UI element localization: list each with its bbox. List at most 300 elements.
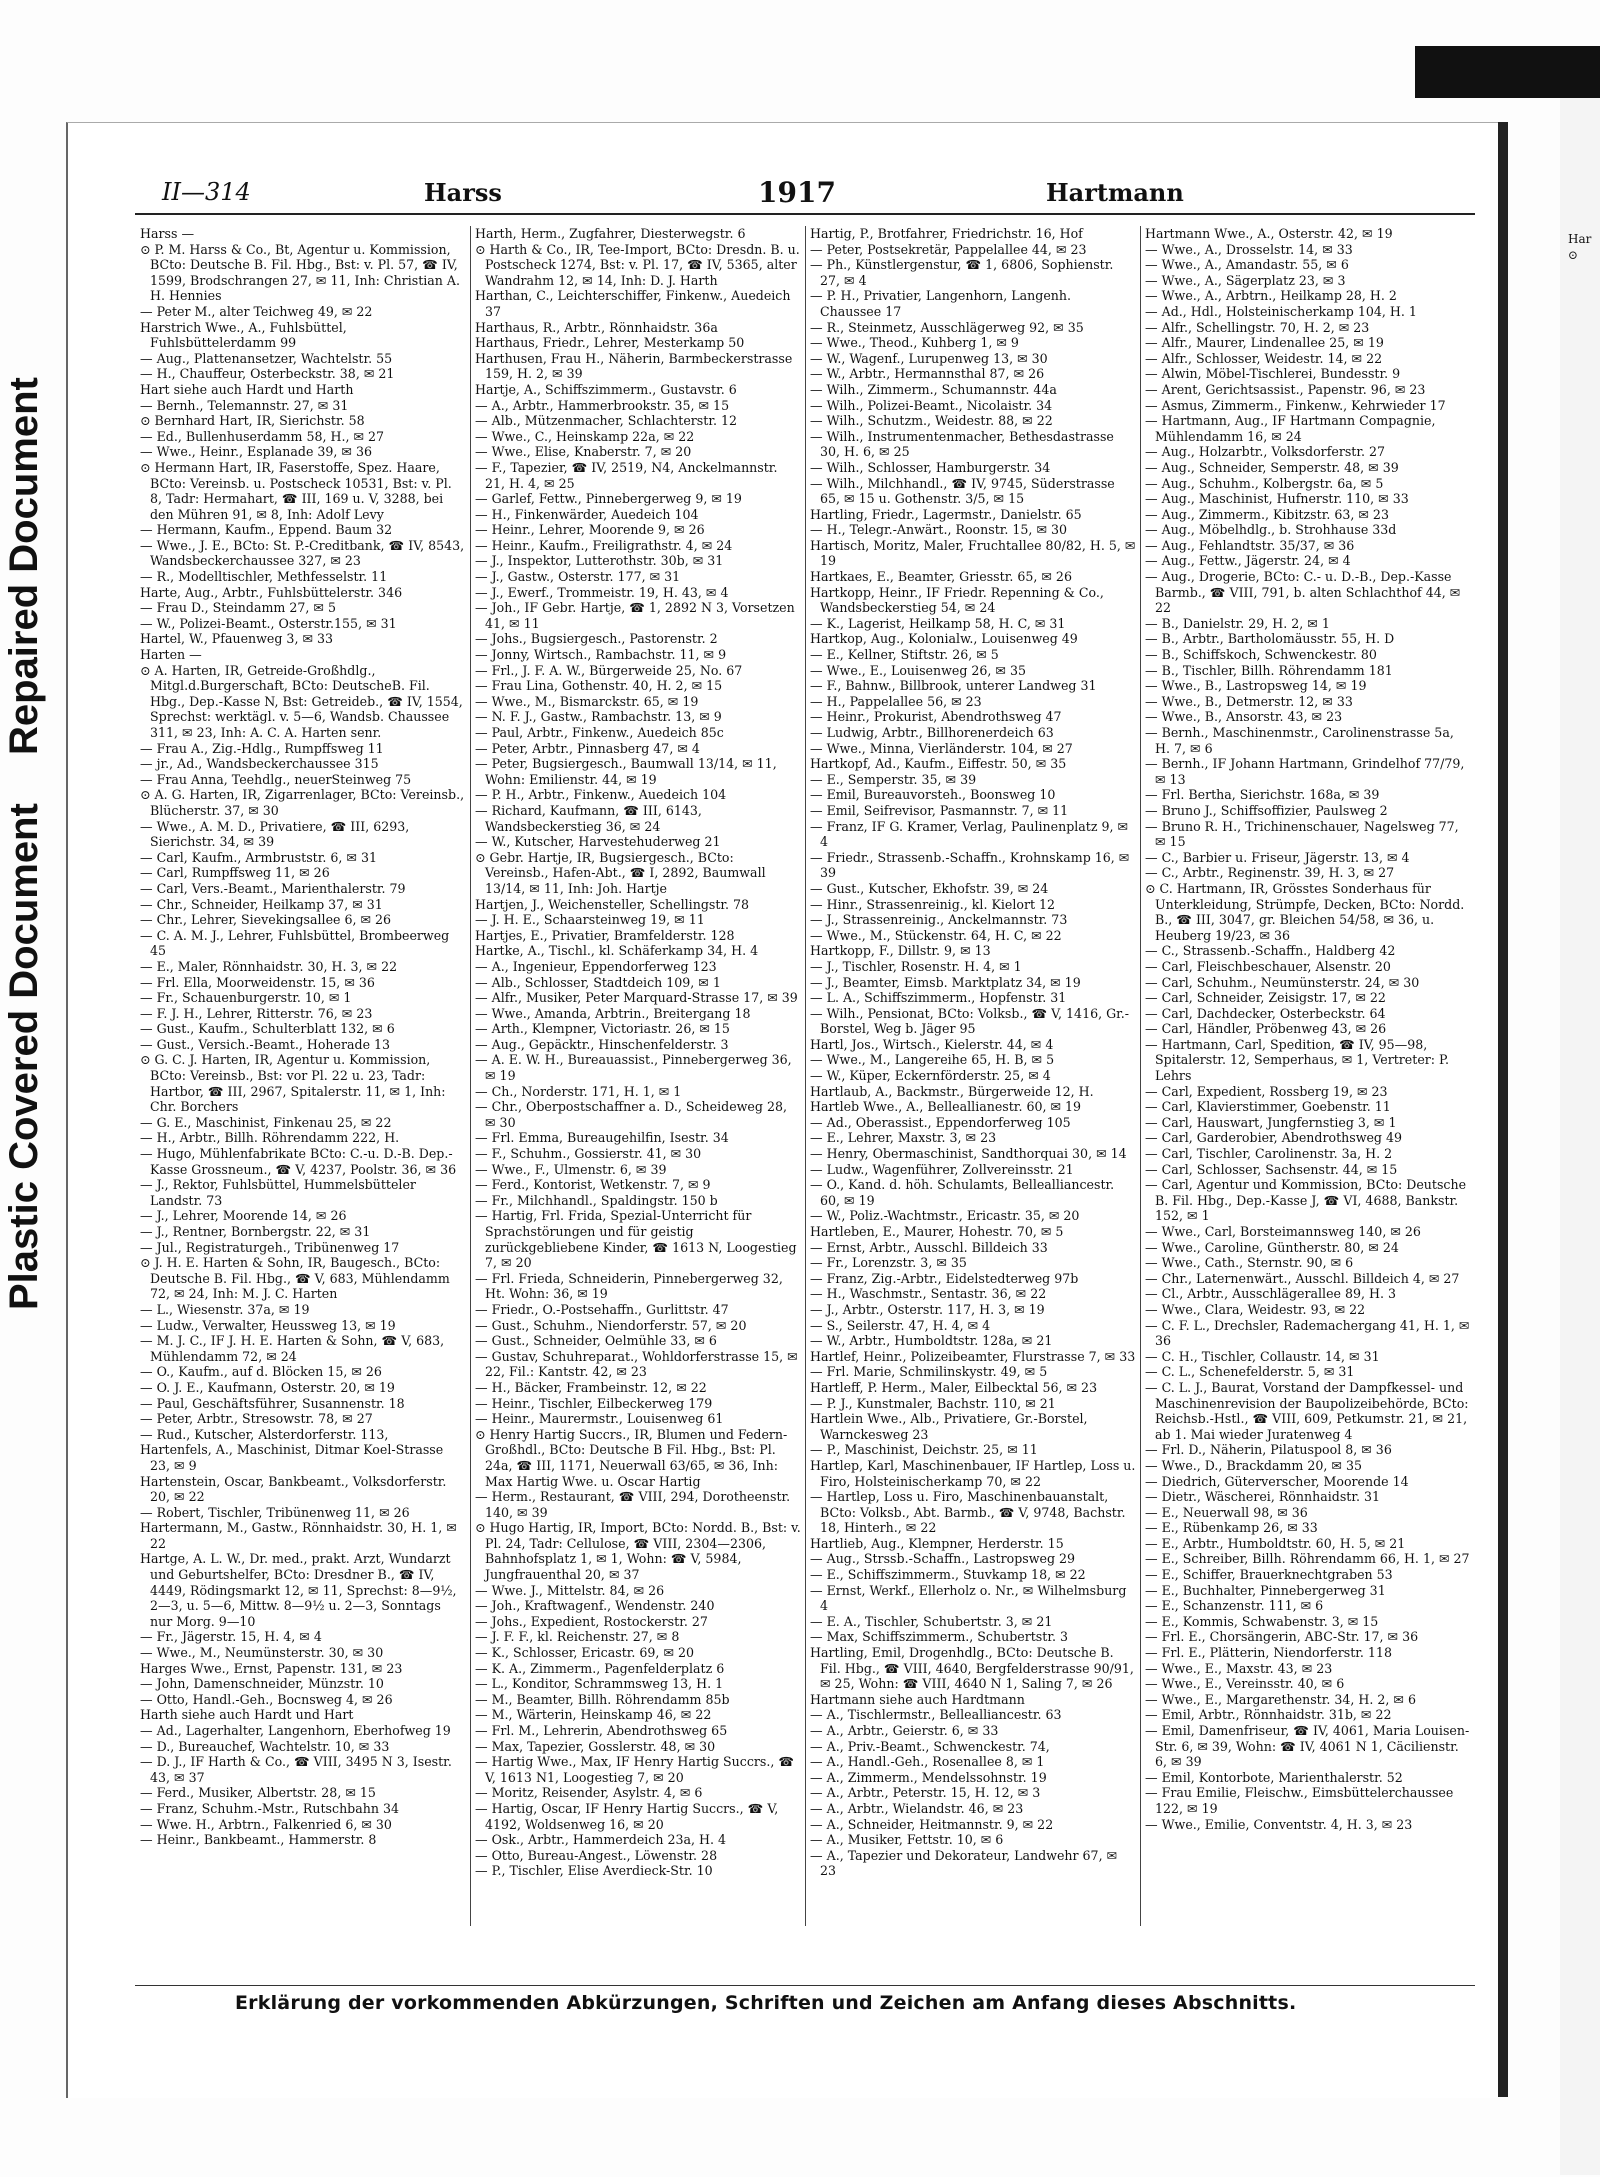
directory-entry: — Aug., Fehlandtstr. 35/37, ✉ 36 [1145, 537, 1355, 553]
directory-entry: — Carl, Schlosser, Sachsenstr. 44, ✉ 15 [1145, 1161, 1398, 1177]
directory-entry: — Hartlep, Loss u. Firo, Maschinenbauanstalt, BCto: Volksb., Abt. Barmb., ☎ V, 9748, Bachstr. 18, Hinterh., ✉ 22 [810, 1489, 1126, 1536]
directory-entry: — Frl., J. F. A. W., Bürgerweide 25, No. 67 [475, 662, 743, 678]
directory-entry: — Heinr., Bankbeamt., Hammerstr. 8 [140, 1832, 377, 1848]
directory-entry: — Frl. Marie, Schmilinskystr. 49, ✉ 5 [810, 1364, 1048, 1380]
directory-entry: — Ferd., Kontorist, Wetkenstr. 7, ✉ 9 [475, 1177, 711, 1193]
directory-entry: — K. A., Zimmerm., Pagenfelderplatz 6 [475, 1660, 725, 1676]
directory-entry: — H., Arbtr., Billh. Röhrendamm 222, H. [140, 1130, 400, 1146]
directory-entry: — Wwe., M., Bismarckstr. 65, ✉ 19 [475, 693, 699, 709]
directory-entry: — C. H., Tischler, Collaustr. 14, ✉ 31 [1145, 1348, 1380, 1364]
directory-entry: — J., Rentner, Bornbergstr. 22, ✉ 31 [140, 1224, 371, 1239]
directory-entry: — Aug., Gepäcktr., Hinschenfelderstr. 3 [475, 1036, 729, 1052]
directory-entry: — J., Strassenreinig., Anckelmannstr. 73 [810, 912, 1068, 928]
directory-entry: — A., Zimmerm., Mendelssohnstr. 19 [810, 1769, 1047, 1785]
directory-entry: — Emil, Bureauvorsteh., Boonsweg 10 [810, 787, 1056, 803]
directory-entry: Hartge, A. L. W., Dr. med., prakt. Arzt, Wundarzt und Geburtshelfer, BCto: Dresdner B., ☎ IV, 4449, Rödingsmarkt 12, ✉ 11, Sprechst: 8—9½, 2—3, u. 5—6, Mittw. 8—9½ u. 2—3, Sonntags nur Morg. 9—10 [140, 1551, 457, 1629]
directory-entry: — Wwe., E., Margarethenstr. 34, H. 2, ✉ 6 [1145, 1691, 1416, 1707]
directory-entry: Harthusen, Frau H., Näherin, Barmbeckerstrasse 159, H. 2, ✉ 39 [475, 350, 793, 382]
directory-entry: — E., Neuerwall 98, ✉ 36 [1145, 1504, 1308, 1520]
directory-entry: — Wwe., Cath., Sternstr. 90, ✉ 6 [1145, 1255, 1354, 1271]
directory-entry: — Frl. M., Lehrerin, Abendrothsweg 65 [475, 1723, 728, 1738]
directory-entry: — Aug., Möbelhdlg., b. Strohhause 33d [1145, 522, 1397, 538]
directory-entry: — Fr., Milchhandl., Spaldingstr. 150 b [475, 1192, 718, 1208]
directory-entry: — Carl, Agentur und Kommission, BCto: Deutsche B. Fil. Hbg., Dep.-Kasse J, ☎ VI, 4688, Bankstr. 152, ✉ 1 [1145, 1177, 1467, 1224]
directory-entry: ⊙ Henry Hartig Succrs., IR, Blumen und Federn-Großhdl., BCto: Deutsche B Fil. Hbg., Bst: Pl. 24a, ☎ III, 1171, Neuerwall 63/65, ✉ 36, Inh: Max Hartig Wwe. u. Oscar Hartig [475, 1426, 788, 1489]
directory-entry: Hart siehe auch Hardt und Harth [140, 381, 354, 397]
directory-entry: — J. F. F., kl. Reichenstr. 27, ✉ 8 [475, 1629, 680, 1645]
directory-entry: — Heinr., Lehrer, Moorende 9, ✉ 26 [475, 522, 705, 538]
directory-entry: Hartjes, E., Privatier, Bramfelderstr. 128 [475, 927, 735, 943]
directory-entry: — A., Priv.-Beamt., Schwenckestr. 74, [810, 1738, 1050, 1754]
directory-entry: ⊙ P. M. Harss & Co., Bt, Agentur u. Kommission, BCto: Deutsche B. Fil. Hbg., Bst: v. Pl. 57, ☎ IV, 1599, Brodschrangen 27, ✉ 11, Inh: Christian A. H. Hennies [140, 241, 460, 304]
directory-entry: Hartling, Friedr., Lagermstr., Danielstr. 65 [810, 506, 1082, 522]
header-first-name: Harss [424, 178, 502, 207]
directory-entry: — Henry, Obermaschinist, Sandthorquai 30, ✉ 14 [810, 1146, 1127, 1162]
directory-entry: — C., Barbier u. Friseur, Jägerstr. 13, ✉ 4 [1145, 849, 1410, 865]
directory-entry: — N. F. J., Gastw., Rambachstr. 13, ✉ 9 [475, 709, 722, 725]
directory-entry: — Wwe., Theod., Kuhberg 1, ✉ 9 [810, 335, 1019, 351]
directory-entry: — Robert, Tischler, Tribünenweg 11, ✉ 26 [140, 1504, 410, 1520]
directory-entry: — A., Arbtr., Wielandstr. 46, ✉ 23 [810, 1800, 1024, 1816]
directory-entry: Harthaus, Friedr., Lehrer, Mesterkamp 50 [475, 335, 745, 351]
directory-entry: — Ludw., Verwalter, Heussweg 13, ✉ 19 [140, 1317, 396, 1333]
directory-entry: — J., Beamter, Eimsb. Marktplatz 34, ✉ 19 [810, 974, 1081, 990]
directory-entry: — Aug., Drogerie, BCto: C.- u. D.-B., Dep.-Kasse Barmb., ☎ VIII, 791, b. alten Schlachthof 44, ✉ 22 [1145, 569, 1461, 616]
directory-entry: — Wwe., A., Drosselstr. 14, ✉ 33 [1145, 241, 1353, 257]
side-label-repaired: Repaired Document [2, 377, 46, 755]
directory-entry: ⊙ Bernhard Hart, IR, Sierichstr. 58 [140, 413, 365, 429]
directory-entry: — Chr., Lehrer, Sievekingsallee 6, ✉ 26 [140, 912, 392, 928]
directory-entry: — Hugo, Mühlenfabrikate BCto: C.-u. D.-B. Dep.-Kasse Grossneum., ☎ V, 4237, Poolstr. 36, ✉ 36 [140, 1146, 457, 1177]
directory-entry: ⊙ A. G. Harten, IR, Zigarrenlager, BCto: Vereinsb., Blücherstr. 37, ✉ 30 [140, 787, 465, 818]
directory-entry: Hartleben, E., Maurer, Hohestr. 70, ✉ 5 [810, 1224, 1064, 1239]
directory-entry: — Wwe., Carl, Borsteimannsweg 140, ✉ 26 [1145, 1224, 1421, 1239]
footer-rule [135, 1985, 1475, 1986]
directory-entry: ⊙ Hugo Hartig, IR, Import, BCto: Nordd. B., Bst: v. Pl. 24, Tadr: Cellulose, ☎ VIII, 2304—2306, Bahnhofsplatz 1, ✉ 1, Wohn: ☎ V, 5984, Jungfrauenthal 20, ✉ 37 [475, 1520, 801, 1583]
directory-entry: — Alfr., Maurer, Lindenallee 25, ✉ 19 [1145, 335, 1384, 351]
directory-entry: — Friedr., O.-Postsehaffn., Gurlittstr. 47 [475, 1301, 729, 1317]
directory-entry: — W., Arbtr., Hermannsthal 87, ✉ 26 [810, 366, 1045, 382]
directory-entry: — Joh., Kraftwagenf., Wendenstr. 240 [475, 1598, 715, 1614]
directory-entry: — Wilh., Schutzm., Weidestr. 88, ✉ 22 [810, 413, 1053, 429]
directory-entry: — E., Maler, Rönnhaidstr. 30, H. 3, ✉ 22 [140, 958, 398, 974]
directory-entry: — G. E., Maschinist, Finkenau 25, ✉ 22 [140, 1114, 392, 1130]
directory-entry: — Peter, Bugsiergesch., Baumwall 13/14, ✉ 11, Wohn: Emilienstr. 44, ✉ 19 [475, 756, 777, 787]
directory-entry: — Jonny, Wirtsch., Rambachstr. 11, ✉ 9 [475, 647, 727, 663]
directory-entry: — Gust., Kutscher, Ekhofstr. 39, ✉ 24 [810, 880, 1049, 896]
directory-entry: — Aug., Fettw., Jägerstr. 24, ✉ 4 [1145, 553, 1351, 569]
directory-entry: — Wwe., Clara, Weidestr. 93, ✉ 22 [1145, 1301, 1366, 1317]
directory-entry: — A. E. W. H., Bureauassist., Pinnebergerweg 36, ✉ 19 [475, 1052, 792, 1084]
directory-entry: — B., Arbtr., Bartholomäusstr. 55, H. D [1145, 631, 1395, 647]
directory-entry: — W., Arbtr., Humboldtstr. 128a, ✉ 21 [810, 1333, 1053, 1349]
directory-entry: Harges Wwe., Ernst, Papenstr. 131, ✉ 23 [140, 1660, 403, 1676]
directory-entry: — Wwe., A., Amandastr. 55, ✉ 6 [1145, 257, 1349, 273]
directory-entry: Hartkopp, Heinr., ⅠF Friedr. Repenning & Co., Wandsbeckerstieg 54, ✉ 24 [810, 584, 1104, 616]
directory-entry: — Wilh., Polizei-Beamt., Nicolaistr. 34 [810, 397, 1053, 413]
directory-entry: Harten — [140, 647, 202, 663]
column-3 [806, 226, 1141, 1926]
directory-entry: — B., Tischler, Billh. Röhrendamm 181 [1145, 662, 1393, 678]
directory-entry: — Wwe., D., Brackdamm 20, ✉ 35 [1145, 1457, 1362, 1473]
directory-entry: — J., Tischler, Rosenstr. H. 4, ✉ 1 [810, 958, 1022, 974]
directory-entry: ⊙ G. C. J. Harten, IR, Agentur u. Kommission, BCto: Vereinsb., Bst: vor Pl. 22 u. 23, Tadr: Hartbor, ☎ III, 2967, Spitalerstr. 11, ✉ 1, Inh: Chr. Borchers [140, 1052, 446, 1115]
directory-entry: — Wilh., Pensionat, BCto: Volksb., ☎ V, 1416, Gr.-Borstel, Weg b. Jäger 95 [810, 1005, 1130, 1037]
directory-entry: — Moritz, Reisender, Asylstr. 4, ✉ 6 [475, 1785, 703, 1801]
next-page-edge [1560, 55, 1600, 2175]
directory-entry: — J., Ewerf., Trommeistr. 19, H. 43, ✉ 4 [475, 584, 729, 600]
directory-entry: — A., Ingenieur, Eppendorferweg 123 [475, 958, 717, 974]
directory-entry: — Hartig Wwe., Max, ⅠF Henry Hartig Succrs., ☎ V, 1613 N1, Loogestieg 7, ✉ 20 [475, 1754, 795, 1785]
directory-entry: — Joh., ⅠF Gebr. Hartje, ☎ 1, 2892 N 3, Vorsetzen 41, ✉ 11 [475, 600, 795, 631]
directory-entry: — C., Arbtr., Reginenstr. 39, H. 3, ✉ 27 [1145, 865, 1395, 881]
directory-entry: — Peter, Postsekretär, Pappelallee 44, ✉ 23 [810, 241, 1087, 257]
directory-entry: — Wwe., E., Maxstr. 43, ✉ 23 [1145, 1660, 1333, 1676]
directory-entry: — Wilh., Zimmerm., Schumannstr. 44a [810, 381, 1057, 397]
directory-entry: ⊙ Harth & Co., IR, Tee-Import, BCto: Dresdn. B. u. Postscheck 1274, Bst: v. Pl. 17, ☎ IV, 5365, alter Wandrahm 12, ✉ 14, Inh: D. J. Harth [475, 241, 800, 288]
directory-entry: — Ad., Hdl., Holsteinischerkamp 104, H. 1 [1145, 303, 1417, 319]
directory-entry: ⊙ Gebr. Hartje, IR, Bugsiergesch., BCto: Vereinsb., Hafen-Abt., ☎ I, 2892, Baumwall 13/14, ✉ 11, Inh: Joh. Hartje [475, 849, 766, 896]
directory-entry: Harss — [140, 226, 195, 241]
directory-entry: — Bernh., Maschinenmstr., Carolinenstrasse 5a, H. 7, ✉ 6 [1145, 725, 1454, 756]
directory-entry: — J. H. E., Schaarsteinweg 19, ✉ 11 [475, 912, 705, 928]
directory-entry: — Wwe., B., Ansorstr. 43, ✉ 23 [1145, 709, 1343, 725]
directory-entry: — Aug., Strssb.-Schaffn., Lastropsweg 29 [810, 1551, 1076, 1567]
directory-entry: — W., Polizei-Beamt., Osterstr.155, ✉ 31 [140, 615, 397, 631]
directory-entry: — Ludw., Wagenführer, Zollvereinsstr. 21 [810, 1161, 1074, 1177]
directory-entry: — O. J. E., Kaufmann, Osterstr. 20, ✉ 19 [140, 1379, 395, 1395]
directory-entry: — Ch., Norderstr. 171, H. 1, ✉ 1 [475, 1083, 682, 1099]
directory-entry: — Frau A., Zig.-Hdlg., Rumpffsweg 11 [140, 740, 384, 756]
directory-entry: — Wwe., M., Langereihe 65, H. B, ✉ 5 [810, 1052, 1055, 1068]
directory-entry: — Fr., Schauenburgerstr. 10, ✉ 1 [140, 990, 352, 1006]
directory-entry: — E., Lehrer, Maxstr. 3, ✉ 23 [810, 1130, 997, 1146]
directory-entry: — Heinr., Kaufm., Freiligrathstr. 4, ✉ 24 [475, 537, 733, 553]
directory-entry: — Wwe., A., Sägerplatz 23, ✉ 3 [1145, 272, 1346, 288]
directory-entry: — W., Poliz.-Wachtmstr., Ericastr. 35, ✉ 20 [810, 1208, 1080, 1224]
directory-entry: — Diedrich, Güterverscher, Moorende 14 [1145, 1473, 1409, 1489]
directory-entry: Hartlein Wwe., Alb., Privatiere, Gr.-Borstel, Warnckesweg 23 [810, 1411, 1088, 1442]
directory-entry: Hartisch, Moritz, Maler, Fruchtallee 80/82, H. 5, ✉ 19 [810, 537, 1136, 569]
directory-entry: — Wwe. H., Arbtrn., Falkenried 6, ✉ 30 [140, 1816, 392, 1832]
directory-entry: Hartling, Emil, Drogenhdlg., BCto: Deutsche B. Fil. Hbg., ☎ VIII, 4640, Bergfelderstrasse 90/91, ✉ 25, Wohn: ☎ VIII, 4640 N 1, Saling 7, ✉ 26 [810, 1645, 1134, 1692]
directory-entry: — Ferd., Musiker, Albertstr. 28, ✉ 15 [140, 1785, 376, 1801]
directory-entry: — Heinr., Prokurist, Abendrothsweg 47 [810, 709, 1062, 725]
directory-entry: — Wwe., A. M. D., Privatiere, ☎ III, 6293, Sierichstr. 34, ✉ 39 [140, 818, 410, 850]
directory-entry: Hartjen, J., Weichensteller, Schellingstr. 78 [475, 896, 750, 912]
directory-entry: Hartmann Wwe., A., Osterstr. 42, ✉ 19 [1145, 226, 1393, 241]
directory-entry: — E., Kommis, Schwabenstr. 3, ✉ 15 [1145, 1613, 1379, 1629]
directory-entry: ⊙ Hermann Hart, IR, Faserstoffe, Spez. Haare, BCto: Vereinsb. u. Postscheck 10531, Bst: v. Pl. 8, Tadr: Hermahart, ☎ III, 169 u. V, 3288, bei den Mühren 91, ✉ 8, Inh: Adolf Levy [140, 459, 452, 522]
directory-entry: — Wwe., Caroline, Güntherstr. 80, ✉ 24 [1145, 1239, 1399, 1255]
directory-entry: — Aug., Schuhm., Kolbergstr. 6a, ✉ 5 [1145, 475, 1384, 491]
directory-entry: — Ed., Bullenhuserdamm 58, H., ✉ 27 [140, 428, 385, 444]
directory-entry: — Alfr., Schellingstr. 70, H. 2, ✉ 23 [1145, 319, 1370, 335]
directory-entry: — Franz, Zig.-Arbtr., Eidelstedterweg 97b [810, 1270, 1079, 1286]
directory-entry: — Osk., Arbtr., Hammerdeich 23a, H. 4 [475, 1832, 727, 1848]
directory-entry: — Frau Anna, Teehdlg., neuerSteinweg 75 [140, 771, 412, 787]
directory-entry: — Wwe., M., Stückenstr. 64, H. C, ✉ 22 [810, 927, 1062, 943]
next-page-fragment: Har [1568, 232, 1592, 246]
directory-entry: — Carl, Klavierstimmer, Goebenstr. 11 [1145, 1099, 1391, 1115]
directory-entry: — E., Semperstr. 35, ✉ 39 [810, 771, 977, 787]
directory-entry: — John, Damenschneider, Münzstr. 10 [140, 1676, 384, 1692]
directory-entry: Hartke, A., Tischl., kl. Schäferkamp 34, H. 4 [475, 943, 759, 959]
directory-entry: — Carl, Hauswart, Jungfernstieg 3, ✉ 1 [1145, 1114, 1397, 1130]
directory-entry: — Frl. Frieda, Schneiderin, Pinnebergerweg 32, Ht. Wohn: 36, ✉ 19 [475, 1270, 783, 1302]
directory-entry: — P. H., Privatier, Langenhorn, Langenh. Chaussee 17 [810, 288, 1072, 319]
directory-entry: — Otto, Bureau-Angest., Löwenstr. 28 [475, 1847, 718, 1863]
directory-entry: ⊙ A. Harten, IR, Getreide-Großhdlg., Mitgl.d.Burgerschaft, BCto: DeutscheB. Fil. Hbg., Dep.-Kasse N, Bst: Getreideb., ☎ IV, 1554, Sprechst: werktägl. v. 5—6, Wandsb. Chaussee 311, ✉ 23, Inh: A. C. A. Harten senr. [140, 662, 463, 740]
directory-entry: — H., Bäcker, Frambeinstr. 12, ✉ 22 [475, 1379, 707, 1395]
directory-entry: — Wwe. J., Mittelstr. 84, ✉ 26 [475, 1582, 665, 1598]
directory-entry: — Peter, Arbtr., Pinnasberg 47, ✉ 4 [475, 740, 700, 756]
directory-entry: Hartkaes, E., Beamter, Griesstr. 65, ✉ 26 [810, 569, 1072, 585]
directory-entry: — E., Arbtr., Humboldtstr. 60, H. 5, ✉ 21 [1145, 1535, 1406, 1551]
directory-entry: Hartkopp, F., Dillstr. 9, ✉ 13 [810, 943, 991, 959]
directory-entry: — B., Schiffskoch, Schwenckestr. 80 [1145, 647, 1377, 663]
directory-entry: — Dietr., Wäscherei, Rönnhaidstr. 31 [1145, 1489, 1381, 1505]
directory-entry: — Wwe., E., Louisenweg 26, ✉ 35 [810, 662, 1027, 678]
directory-entry: — Frl. Emma, Bureaugehilfin, Isestr. 34 [475, 1130, 729, 1146]
directory-entry: — Asmus, Zimmerm., Finkenw., Kehrwieder 17 [1145, 397, 1446, 413]
directory-entry: — H., Pappelallee 56, ✉ 23 [810, 693, 982, 709]
directory-entry: — D., Bureauchef, Wachtelstr. 10, ✉ 33 [140, 1738, 390, 1754]
directory-entry: — W., Kutscher, Harvestehuderweg 21 [475, 834, 721, 850]
directory-entry: — Bernh., ⅠF Johann Hartmann, Grindelhof 77/79, ✉ 13 [1145, 756, 1465, 787]
directory-entry: — Ernst, Arbtr., Ausschl. Billdeich 33 [810, 1239, 1048, 1255]
directory-entry: — Carl, Kaufm., Armbruststr. 6, ✉ 31 [140, 849, 377, 865]
directory-entry: — H., Finkenwärder, Auedeich 104 [475, 506, 699, 522]
directory-entry: — Chr., Laternenwärt., Ausschl. Billdeich 4, ✉ 27 [1145, 1270, 1460, 1286]
directory-entry: — C. A. M. J., Lehrer, Fuhlsbüttel, Brombeerweg 45 [140, 927, 450, 959]
directory-entry: — M. J. C., ⅠF J. H. E. Harten & Sohn, ☎ V, 683, Mühlendamm 72, ✉ 24 [140, 1333, 445, 1364]
directory-entry: Hartlef, Heinr., Polizeibeamter, Flurstrasse 7, ✉ 33 [810, 1348, 1136, 1364]
directory-entry: — Wwe., B., Lastropsweg 14, ✉ 19 [1145, 678, 1367, 694]
directory-entry: — P. J., Kunstmaler, Bachstr. 110, ✉ 21 [810, 1395, 1056, 1411]
directory-entry: — M., Beamter, Billh. Röhrendamm 85b [475, 1691, 730, 1707]
directory-entry: Harth, Herm., Zugfahrer, Diesterwegstr. 6 [475, 226, 746, 241]
column-4 [1141, 226, 1476, 1926]
directory-entry: — W., Wagenf., Lurupenweg 13, ✉ 30 [810, 350, 1048, 366]
side-label-strip [0, 0, 70, 1330]
directory-entry: — F., Tapezier, ☎ IV, 2519, N4, Anckelmannstr. 21, H. 4, ✉ 25 [475, 459, 778, 491]
directory-entry: — Emil, Kontorbote, Marienthalerstr. 52 [1145, 1769, 1403, 1785]
directory-entry: — Carl, Rumpffsweg 11, ✉ 26 [140, 865, 330, 881]
directory-entry: — B., Danielstr. 29, H. 2, ✉ 1 [1145, 615, 1330, 631]
directory-entry: — Hartmann, Carl, Spedition, ☎ IV, 95—98, Spitalerstr. 12, Semperhaus, ✉ 1, Vertreter: P. Lehrs [1145, 1036, 1449, 1084]
directory-entry: Hartl, Jos., Wirtsch., Kielerstr. 44, ✉ 4 [810, 1036, 1054, 1052]
directory-entry: Hartlep, Karl, Maschinenbauer, ⅠF Hartlep, Loss u. Firo, Holsteinischerkamp 70, ✉ 22 [810, 1457, 1136, 1489]
column-2 [471, 226, 806, 1926]
directory-entry: — Fr., Lorenzstr. 3, ✉ 35 [810, 1255, 967, 1271]
directory-entry: — Cl., Arbtr., Ausschlägerallee 89, H. 3 [1145, 1286, 1397, 1302]
directory-entry: — Johs., Bugsiergesch., Pastorenstr. 2 [475, 631, 718, 647]
directory-entry: Hartlaub, A., Backmstr., Bürgerweide 12, H. [810, 1083, 1094, 1099]
directory-entry: — K., Lagerist, Heilkamp 58, H. C, ✉ 31 [810, 615, 1066, 631]
directory-entry: — E. A., Tischler, Schubertstr. 3, ✉ 21 [810, 1613, 1053, 1629]
directory-entry: — Frl. Bertha, Sierichstr. 168a, ✉ 39 [1145, 787, 1380, 803]
directory-entry: Hartkop, Aug., Kolonialw., Louisenweg 49 [810, 631, 1078, 647]
directory-entry: — Carl, Garderobier, Abendrothsweg 49 [1145, 1130, 1403, 1146]
directory-entry: — Carl, Vers.-Beamt., Marienthalerstr. 79 [140, 880, 406, 896]
directory-entry: — Franz, ⅠF G. Kramer, Verlag, Paulinenplatz 9, ✉ 4 [810, 818, 1129, 850]
directory-entry: — J., Arbtr., Osterstr. 117, H. 3, ✉ 19 [810, 1301, 1045, 1317]
directory-entry: — H., Telegr.-Anwärt., Roonstr. 15, ✉ 30 [810, 522, 1068, 538]
directory-entry: — Carl, Fleischbeschauer, Alsenstr. 20 [1145, 958, 1391, 974]
directory-entry: — A., Tapezier und Dekorateur, Landwehr 67, ✉ 23 [810, 1847, 1118, 1879]
directory-entry: — Wwe., Minna, Vierländerstr. 104, ✉ 27 [810, 740, 1073, 756]
directory-entry: — Wwe., Emilie, Conventstr. 4, H. 3, ✉ 23 [1145, 1816, 1413, 1832]
directory-entry: — Chr., Oberpostschaffner a. D., Scheideweg 28, ✉ 30 [475, 1099, 787, 1130]
directory-entry: — C. L. J., Baurat, Vorstand der Dampfkessel- und Maschinenrevision der Baupolizeibehörde, BCto: Reichsb.-Hstl., ☎ VIII, 609, Petkumstr. 21, ✉ 21, ab 1. Mai wieder Juratenweg 4 [1145, 1379, 1469, 1442]
directory-entry: — Alb., Schlosser, Stadtdeich 109, ✉ 1 [475, 974, 721, 990]
directory-entry: — W., Küper, Eckernförderstr. 25, ✉ 4 [810, 1068, 1051, 1084]
directory-entry: — Carl, Tischler, Carolinenstr. 3a, H. 2 [1145, 1146, 1393, 1162]
directory-entry: — F. J. H., Lehrer, Ritterstr. 76, ✉ 23 [140, 1005, 373, 1021]
directory-entry: — L., Konditor, Schrammsweg 13, H. 1 [475, 1676, 724, 1692]
directory-entry: — A., Handl.-Geh., Rosenallee 8, ✉ 1 [810, 1754, 1045, 1770]
directory-entry: — E., Kellner, Stiftstr. 26, ✉ 5 [810, 647, 999, 663]
directory-entry: Harthaus, R., Arbtr., Rönnhaidstr. 36a [475, 319, 718, 335]
directory-entry: — Frl. Ella, Moorweidenstr. 15, ✉ 36 [140, 974, 375, 990]
directory-entry: — Aug., Holzarbtr., Volksdorferstr. 27 [1145, 444, 1386, 460]
directory-entry: Hartleff, P. Herm., Maler, Eilbecktal 56, ✉ 23 [810, 1379, 1098, 1395]
directory-entry: Hartermann, M., Gastw., Rönnhaidstr. 30, H. 1, ✉ 22 [140, 1520, 457, 1551]
directory-entry: — Emil, Arbtr., Rönnhaidstr. 31b, ✉ 22 [1145, 1707, 1392, 1723]
directory-entry: Hartleb Wwe., A., Belleallianestr. 60, ✉ 19 [810, 1099, 1082, 1115]
directory-entry: Harte, Aug., Arbtr., Fuhlsbüttelerstr. 346 [140, 584, 403, 600]
directory-entry: — A., Arbtr., Geierstr. 6, ✉ 33 [810, 1723, 999, 1738]
directory-entry: — C. F. L., Drechsler, Rademachergang 41, H. 1, ✉ 36 [1145, 1317, 1470, 1349]
directory-entry: — L. A., Schiffszimmerm., Hopfenstr. 31 [810, 990, 1067, 1006]
directory-entry: — Aug., Zimmerm., Kibitzstr. 63, ✉ 23 [1145, 506, 1389, 522]
directory-entry: — Gust., Schuhm., Niendorferstr. 57, ✉ 20 [475, 1317, 747, 1333]
directory-entry: — P., Maschinist, Deichstr. 25, ✉ 11 [810, 1442, 1038, 1458]
directory-entry: ⊙ J. H. E. Harten & Sohn, IR, Baugesch., BCto: Deutsche B. Fil. Hbg., ☎ V, 683, Mühlendamm 72, ✉ 24, Inh: M. J. C. Harten [140, 1255, 450, 1302]
directory-entry: Hartmann siehe auch Hardtmann [810, 1691, 1025, 1707]
directory-entry: — Wwe., Amanda, Arbtrin., Breitergang 18 [475, 1005, 751, 1021]
directory-entry: — Wilh., Instrumentenmacher, Bethesdastrasse 30, H. 6, ✉ 25 [810, 428, 1114, 460]
directory-entry: — J., Rektor, Fuhlsbüttel, Hummelsbütteler Landstr. 73 [140, 1177, 416, 1208]
directory-entry: — Carl, Händler, Pröbenweg 43, ✉ 26 [1145, 1021, 1387, 1037]
directory-entry: — F., Schuhm., Gossierstr. 41, ✉ 30 [475, 1146, 702, 1162]
directory-entry: — Aug., Schneider, Semperstr. 48, ✉ 39 [1145, 459, 1399, 475]
directory-entry: — Hartig, Oscar, ⅠF Henry Hartig Succrs., ☎ V, 4192, Woldsenweg 16, ✉ 20 [475, 1800, 779, 1832]
directory-entry: — Frl. D., Näherin, Pilatuspool 8, ✉ 36 [1145, 1442, 1392, 1458]
directory-entry: — Max, Schiffszimmerm., Schubertstr. 3 [810, 1629, 1068, 1645]
directory-entry: — Bruno J., Schiffsoffizier, Paulsweg 2 [1145, 802, 1388, 818]
directory-entry: — Hartig, Frl. Frida, Spezial-Unterricht für Sprachstörungen und für geistig zurückgebliebene Kinder, ☎ 1613 N, Loogestieg 7, ✉ 20 [475, 1208, 797, 1271]
directory-entry: — A., Tischlermstr., Bellealliancestr. 63 [810, 1707, 1062, 1723]
directory-entry: — E., Rübenkamp 26, ✉ 33 [1145, 1520, 1318, 1536]
directory-entry: — Johs., Expedient, Rostockerstr. 27 [475, 1613, 708, 1629]
directory-entry: — Wwe., A., Arbtrn., Heilkamp 28, H. 2 [1145, 288, 1397, 304]
directory-entry: — Frl. E., Plätterin, Niendorferstr. 118 [1145, 1645, 1392, 1661]
directory-entry: — Aug., Plattenansetzer, Wachtelstr. 55 [140, 350, 393, 366]
directory-entry: — jr., Ad., Wandsbeckerchaussee 315 [140, 756, 379, 772]
directory-entry: — Gust., Kaufm., Schulterblatt 132, ✉ 6 [140, 1021, 395, 1037]
directory-entry: — Aug., Maschinist, Hufnerstr. 110, ✉ 33 [1145, 491, 1409, 507]
directory-entry: — Bruno R. H., Trichinenschauer, Nagelsweg 77, ✉ 15 [1145, 818, 1459, 850]
directory-columns [136, 226, 1476, 1926]
directory-entry: — A., Arbtr., Peterstr. 15, H. 12, ✉ 3 [810, 1785, 1041, 1801]
directory-entry: Harstrich Wwe., A., Fuhlsbüttel, Fuhlsbüttelerdamm 99 [140, 319, 347, 351]
page-header [96, 178, 1476, 212]
directory-entry: — Hinr., Strassenreinig., kl. Kielort 12 [810, 896, 1056, 912]
directory-entry: Hartkopf, Ad., Kaufm., Eiffestr. 50, ✉ 35 [810, 756, 1067, 772]
directory-entry: — M., Wärterin, Heinskamp 46, ✉ 22 [475, 1707, 712, 1723]
directory-entry: — Carl, Expedient, Rossberg 19, ✉ 23 [1145, 1083, 1388, 1099]
directory-entry: — Heinr., Tischler, Eilbeckerweg 179 [475, 1395, 713, 1411]
directory-entry: — R., Steinmetz, Ausschlägerweg 92, ✉ 35 [810, 319, 1084, 335]
directory-entry: — Arent, Gerichtsassist., Papenstr. 96, ✉ 23 [1145, 381, 1426, 397]
directory-entry: — Wwe., Elise, Knaberstr. 7, ✉ 20 [475, 444, 692, 460]
directory-entry: — C. L., Schenefelderstr. 5, ✉ 31 [1145, 1364, 1355, 1380]
directory-entry: — Herm., Restaurant, ☎ VIII, 294, Dorotheenstr. 140, ✉ 39 [475, 1489, 791, 1520]
directory-entry: — Rud., Kutscher, Alsterdorferstr. 113, [140, 1426, 389, 1442]
side-label-plastic-covered: Plastic Covered Document [2, 803, 46, 1310]
directory-entry: — D. J., ⅠF Harth & Co., ☎ VIII, 3495 N 3, Isestr. 43, ✉ 37 [140, 1754, 452, 1785]
next-page-fragment: ⊙ [1568, 248, 1579, 262]
scan-dark-corner [1415, 46, 1600, 98]
directory-entry: — Ludwig, Arbtr., Billhorenerdeich 63 [810, 725, 1054, 740]
directory-entry: — P., Tischler, Elise Averdieck-Str. 10 [475, 1863, 713, 1879]
directory-entry: — O., Kaufm., auf d. Blöcken 15, ✉ 26 [140, 1364, 382, 1380]
directory-entry: — Wwe., Heinr., Esplanade 39, ✉ 36 [140, 444, 373, 460]
directory-entry: — F., Bahnw., Billbrook, unterer Landweg 31 [810, 678, 1097, 694]
directory-entry: — Wilh., Milchhandl., ☎ IV, 9745, Süderstrasse 65, ✉ 15 u. Gothenstr. 3/5, ✉ 15 [810, 475, 1115, 507]
directory-entry: — Alb., Mützenmacher, Schlachterstr. 12 [475, 413, 737, 429]
directory-entry: — Alfr., Schlosser, Weidestr. 14, ✉ 22 [1145, 350, 1383, 366]
header-year: 1917 [758, 176, 836, 209]
directory-entry: — Garlef, Fettw., Pinnebergerweg 9, ✉ 19 [475, 491, 742, 507]
header-rule [135, 213, 1475, 215]
directory-entry: — J., Gastw., Osterstr. 177, ✉ 31 [475, 569, 681, 585]
directory-entry: — Alwin, Möbel-Tischlerei, Bundesstr. 9 [1145, 366, 1401, 382]
directory-entry: — Emil, Seifrevisor, Pasmannstr. 7, ✉ 11 [810, 802, 1069, 818]
directory-entry: — Wwe., B., Detmerstr. 12, ✉ 33 [1145, 693, 1353, 709]
directory-entry: Hartlieb, Aug., Klempner, Herderstr. 15 [810, 1535, 1064, 1551]
directory-entry: — Carl, Schuhm., Neumünsterstr. 24, ✉ 30 [1145, 974, 1420, 990]
directory-entry: — Chr., Schneider, Heilkamp 37, ✉ 31 [140, 896, 383, 912]
directory-entry: — Gustav, Schuhreparat., Wohldorferstrasse 15, ✉ 22, Fil.: Kantstr. 42, ✉ 23 [475, 1348, 798, 1380]
directory-entry: ⊙ C. Hartmann, IR, Grösstes Sonderhaus für Unterkleidung, Strümpfe, Decken, BCto: Nordd. B., ☎ III, 3047, gr. Bleichen 54/58, ✉ 36, u. Heuberg 19/23, ✉ 36 [1145, 880, 1465, 943]
directory-entry: — Ad., Oberassist., Eppendorferweg 105 [810, 1114, 1071, 1130]
footer-note: Erklärung der vorkommenden Abkürzungen, Schriften und Zeichen am Anfang dieses Abschnitts. [235, 1992, 1297, 2014]
directory-entry: — E., Schiffer, Brauerknechtgraben 53 [1145, 1567, 1393, 1583]
directory-entry: — C., Strassenb.-Schaffn., Haldberg 42 [1145, 943, 1396, 959]
directory-entry: — Peter M., alter Teichweg 49, ✉ 22 [140, 303, 373, 319]
page-edge-shadow [1498, 122, 1508, 2097]
directory-entry: — Carl, Schneider, Zeisigstr. 17, ✉ 22 [1145, 990, 1386, 1006]
directory-entry: — R., Modelltischler, Methfesselstr. 11 [140, 569, 388, 585]
directory-entry: — Heinr., Maurermstr., Louisenweg 61 [475, 1411, 724, 1427]
directory-entry: — P. H., Arbtr., Finkenw., Auedeich 104 [475, 787, 727, 803]
directory-entry: — E., Buchhalter, Pinnebergerweg 31 [1145, 1582, 1386, 1598]
directory-entry: — J., Lehrer, Moorende 14, ✉ 26 [140, 1208, 347, 1224]
header-last-name: Hartmann [1046, 178, 1184, 207]
directory-entry: — Arth., Klempner, Victoriastr. 26, ✉ 15 [475, 1021, 730, 1037]
directory-entry: — Wwe., F., Ulmenstr. 6, ✉ 39 [475, 1161, 667, 1177]
directory-entry: — Hermann, Kaufm., Eppend. Baum 32 [140, 522, 393, 538]
directory-entry: — Wwe., J. E., BCto: St. P.-Creditbank, ☎ IV, 8543, Wandsbeckerchaussee 327, ✉ 23 [140, 537, 465, 569]
directory-entry: — Ph., Künstlergenstur, ☎ 1, 6806, Sophienstr. 27, ✉ 4 [810, 257, 1114, 288]
directory-entry: — Peter, Arbtr., Stresowstr. 78, ✉ 27 [140, 1411, 373, 1427]
directory-entry: Harthan, C., Leichterschiffer, Finkenw., Auedeich 37 [475, 288, 791, 319]
directory-entry: — Carl, Dachdecker, Osterbeckstr. 64 [1145, 1005, 1386, 1021]
directory-entry: — O., Kand. d. höh. Schulamts, Bellealliancestr. 60, ✉ 19 [810, 1177, 1115, 1208]
